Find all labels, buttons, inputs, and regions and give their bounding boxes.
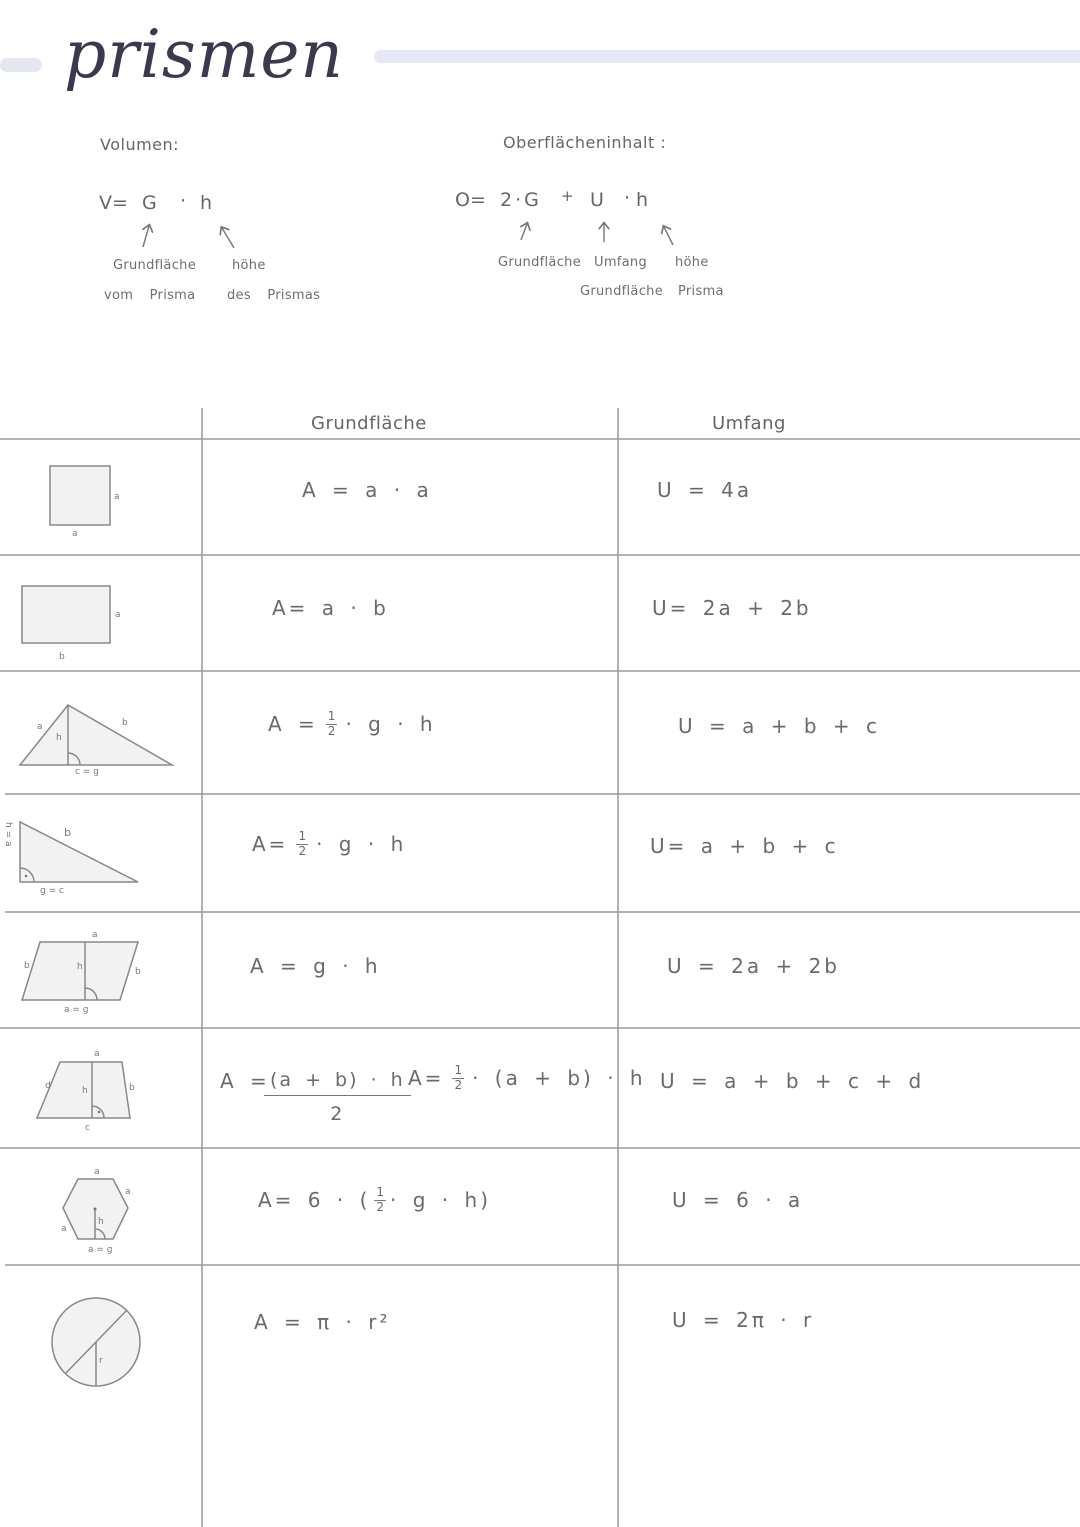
fraction-numerator: (a + b) · h — [264, 1066, 411, 1096]
fraction-numerator: 1 — [376, 1185, 385, 1199]
fraction-denominator: 2 — [376, 1199, 385, 1214]
trapezoid-label-right: b — [129, 1083, 135, 1093]
right-triangle-label-base: g = c — [40, 886, 64, 896]
right-triangle-label-b: b — [64, 826, 71, 839]
arrow-height-surface — [664, 227, 673, 245]
formula-rest: · g · h) — [390, 1188, 492, 1213]
parallelogram-perimeter-formula: U = 2a + 2b — [667, 954, 840, 978]
trapezoid-perimeter-formula: U = a + b + c + d — [660, 1069, 925, 1093]
page-title: prismen — [64, 16, 344, 93]
trapezoid-label-left: d — [45, 1081, 51, 1091]
triangle-label-base: c = g — [75, 767, 99, 777]
trapezoid-label-h: h — [82, 1086, 88, 1096]
formula-lhs: A = — [268, 712, 318, 737]
triangle-area-formula — [268, 710, 436, 739]
parallelogram-label-right: b — [135, 967, 141, 977]
rectangle-shape — [22, 586, 110, 643]
fraction — [264, 1066, 411, 1128]
parallelogram-label-top: a — [92, 930, 98, 940]
parallelogram-label-left: b — [24, 961, 30, 971]
surface-heading: Oberflächeninhalt : — [503, 133, 667, 152]
surface-perimeter-label-2: Grundfläche — [580, 284, 663, 299]
surface-plus: + — [561, 187, 574, 205]
triangle-label-h: h — [56, 733, 62, 743]
rectangle-label-bottom: b — [59, 652, 65, 662]
fraction-numerator: 1 — [298, 829, 307, 843]
surface-base-label: Grundfläche — [498, 255, 581, 270]
hexagon-label-left: a — [61, 1224, 67, 1234]
fraction-numerator: 1 — [454, 1063, 463, 1077]
arrow-height-volume — [222, 228, 234, 248]
rectangle-label-right: a — [115, 610, 121, 620]
right-angle-dot — [25, 875, 28, 878]
right-angle-dot — [98, 1111, 101, 1114]
arrow-base-volume — [143, 226, 149, 247]
volume-height-label-2: des Prismas — [227, 288, 321, 303]
triangle-label-a: a — [37, 722, 43, 732]
hexagon-label-top: a — [94, 1167, 100, 1177]
surface-height-label-2: Prisma — [678, 284, 724, 299]
trapezoid-label-bottom: c — [85, 1123, 90, 1133]
circle-area-formula: A = π · r² — [254, 1310, 391, 1334]
formula-rest: · (a + b) · h — [472, 1066, 646, 1091]
parallelogram-label-base: a = g — [64, 1005, 89, 1015]
square-shape — [50, 466, 110, 525]
hexagon-center-dot — [94, 1208, 97, 1211]
hexagon-area-formula — [258, 1186, 491, 1215]
volume-dot: · — [180, 190, 187, 212]
square-perimeter-formula: U = 4a — [657, 478, 753, 502]
trapezoid-area-alt-formula — [408, 1064, 646, 1093]
volume-base-label-2: vom Prisma — [104, 288, 196, 303]
parallelogram-area-formula: A = g · h — [250, 954, 381, 978]
fraction — [296, 830, 308, 859]
fraction — [452, 1064, 464, 1093]
fraction-denominator: 2 — [327, 723, 336, 738]
trapezoid-label-top: a — [94, 1049, 100, 1059]
hexagon-label-h: h — [98, 1217, 104, 1227]
formula-lhs: A= — [252, 832, 289, 857]
triangle-label-b: b — [122, 718, 128, 728]
triangle-shape — [20, 705, 172, 765]
fraction — [326, 710, 338, 739]
volume-base-symbol: G — [142, 192, 157, 214]
formula-rest: · g · h — [316, 832, 407, 857]
fraction-numerator: 1 — [327, 709, 336, 723]
right-triangle-area-formula — [252, 830, 406, 859]
formula-lhs: A= — [408, 1066, 445, 1091]
triangle-perimeter-formula: U = a + b + c — [678, 714, 881, 738]
square-label-bottom: a — [72, 529, 78, 539]
right-triangle-perimeter-formula: U= a + b + c — [650, 834, 839, 858]
fraction-denominator: 2 — [454, 1077, 463, 1092]
volume-height-symbol: h — [200, 192, 213, 214]
surface-height-symbol: h — [636, 189, 649, 211]
hexagon-label-right: a — [125, 1187, 131, 1197]
circle-label-r: r — [99, 1356, 103, 1366]
circle-perimeter-formula: U = 2π · r — [672, 1308, 815, 1332]
square-area-formula: A = a · a — [302, 478, 432, 502]
hexagon-label-base: a = g — [88, 1245, 113, 1255]
arrow-base-surface — [521, 224, 527, 240]
volume-heading: Volumen: — [100, 135, 180, 154]
surface-base-term: 2·G — [500, 189, 542, 211]
surface-perimeter-symbol: U — [590, 189, 604, 211]
volume-base-label: Grundfläche — [113, 258, 196, 273]
right-triangle-label-height: h = a — [3, 822, 13, 847]
trapezoid-area-formula — [258, 1066, 417, 1128]
column-header-perimeter: Umfang — [712, 413, 786, 434]
volume-height-label: höhe — [232, 258, 266, 273]
square-label-right: a — [114, 492, 120, 502]
volume-lhs: V= — [99, 192, 128, 214]
surface-dot: · — [624, 187, 631, 209]
fraction-denominator: 2 — [330, 1102, 345, 1125]
parallelogram-label-h: h — [77, 962, 83, 972]
rectangle-area-formula: A= a · b — [272, 596, 389, 620]
trapezoid-area-lhs: A = — [220, 1069, 270, 1093]
rectangle-perimeter-formula: U= 2a + 2b — [652, 596, 812, 620]
right-triangle-shape — [20, 822, 138, 882]
hexagon-perimeter-formula: U = 6 · a — [672, 1188, 804, 1212]
formula-rest: · g · h — [345, 712, 436, 737]
surface-height-label: höhe — [675, 255, 709, 270]
fraction — [374, 1186, 386, 1215]
formula-lhs: A= 6 · ( — [258, 1188, 371, 1213]
surface-perimeter-label: Umfang — [594, 255, 648, 270]
fraction-denominator: 2 — [298, 843, 307, 858]
surface-lhs: O= — [455, 189, 486, 211]
column-header-area: Grundfläche — [311, 413, 427, 434]
